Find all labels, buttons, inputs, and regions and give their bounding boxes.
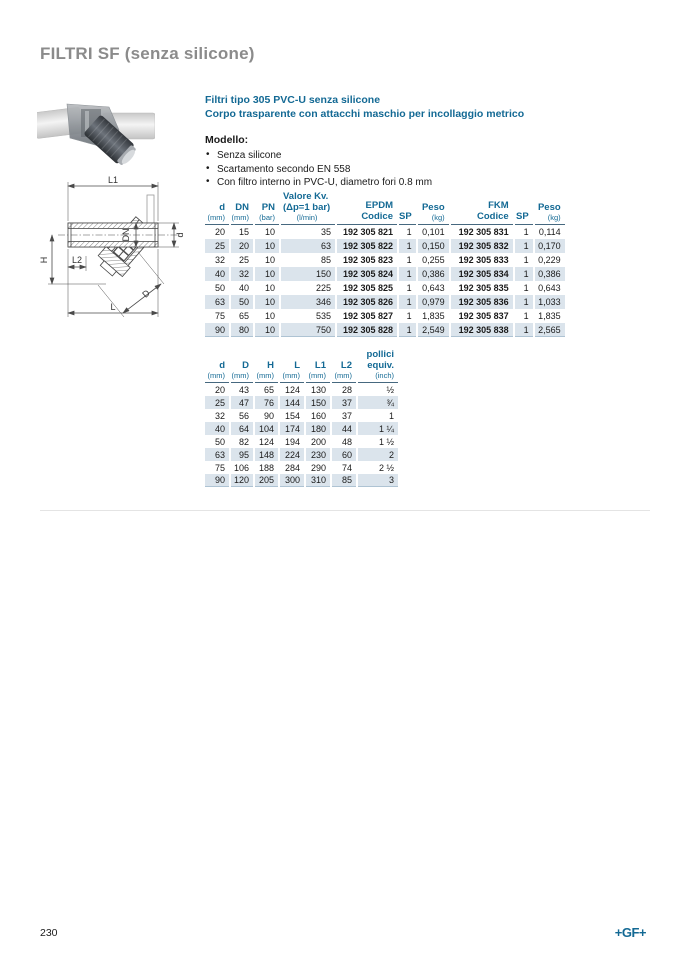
- cell: 1: [523, 227, 529, 237]
- cell: 50: [214, 436, 225, 447]
- cell: 188: [258, 462, 274, 473]
- col-header-L: L (mm): [280, 350, 304, 383]
- cell: 28: [341, 384, 352, 395]
- epdm-code-cell: 192 305 825: [342, 283, 393, 293]
- cell: 750: [281, 323, 335, 337]
- cell: 32: [214, 255, 225, 265]
- cell: 25: [238, 255, 249, 265]
- cell: 1: [523, 311, 529, 321]
- model-bullet: • Con filtro interno in PVC-U, diametro fori 0.8 mm: [205, 176, 655, 190]
- cell: 10: [255, 323, 279, 337]
- cell: 40: [238, 283, 249, 293]
- table-row: [205, 409, 398, 422]
- cell: 224: [280, 448, 304, 461]
- cell: 1: [515, 267, 533, 281]
- table-row: [205, 435, 398, 448]
- col-header-H: H (mm): [255, 350, 278, 383]
- cell: 1: [388, 410, 394, 421]
- kv-header-row: [205, 192, 565, 225]
- cell: 48: [341, 436, 352, 447]
- cell: 44: [332, 422, 356, 435]
- col-header-d: d (mm): [205, 350, 229, 383]
- col-header-pn: PN (bar): [255, 192, 279, 225]
- cell: ½: [386, 384, 394, 395]
- cell: 90: [205, 474, 229, 487]
- epdm-code-cell: 192 305 823: [342, 255, 393, 265]
- dim-label-l: L: [110, 302, 116, 312]
- cell: 90: [205, 323, 229, 337]
- table-row: [205, 323, 565, 337]
- model-bullet: • Senza silicone: [205, 149, 655, 163]
- cell: 124: [258, 436, 274, 447]
- cell: 60: [332, 448, 356, 461]
- dim-label-l1: L1: [107, 175, 119, 185]
- cell: 3: [358, 474, 398, 487]
- cell: 0,979: [418, 295, 449, 309]
- cell: 10: [264, 311, 275, 321]
- cell: 150: [281, 267, 335, 281]
- cell: 56: [238, 410, 249, 421]
- cell: 104: [255, 422, 278, 435]
- cell: 75: [214, 311, 225, 321]
- dim-label-h: H: [40, 256, 49, 264]
- cell: 346: [281, 295, 335, 309]
- cell: 1: [515, 295, 533, 309]
- cell: 2 ½: [378, 462, 394, 473]
- fkm-code-cell: 192 305 832: [451, 239, 513, 253]
- col-header-d: d (mm): [205, 192, 229, 225]
- product-type-line: Filtri tipo 305 PVC-U senza silicone: [205, 94, 381, 106]
- cell: 65: [238, 311, 249, 321]
- cell: 300: [280, 474, 304, 487]
- cell: 1: [399, 239, 416, 253]
- cell: 10: [255, 295, 279, 309]
- col-header-L2: L2 (mm): [332, 350, 356, 383]
- cell: 160: [310, 410, 326, 421]
- cell: 1: [515, 239, 533, 253]
- cell: 1: [515, 323, 533, 337]
- cell: 150: [306, 396, 330, 409]
- col-header-peso-epdm: Peso (kg): [418, 192, 449, 225]
- cell: 144: [280, 396, 304, 409]
- cell: 130: [310, 384, 326, 395]
- dim-label-dn: DN: [121, 228, 131, 242]
- cell: 0,114: [538, 227, 561, 237]
- cell: 0,101: [422, 227, 445, 237]
- cell: 106: [233, 462, 249, 473]
- cell: 1,033: [535, 295, 565, 309]
- fkm-code-cell: 192 305 838: [451, 323, 513, 337]
- table-row: [205, 396, 398, 409]
- cell: 40: [205, 267, 229, 281]
- cell: 180: [306, 422, 330, 435]
- cell: 1: [399, 267, 416, 281]
- cell: 535: [315, 311, 331, 321]
- cell: 1: [406, 255, 412, 265]
- epdm-code-cell: 192 305 828: [337, 323, 397, 337]
- col-header-D: D (mm): [231, 350, 253, 383]
- table-row: [205, 225, 565, 239]
- cell: 1,835: [422, 311, 445, 321]
- epdm-code-cell: 192 305 821: [342, 227, 393, 237]
- cell: 0,386: [535, 267, 565, 281]
- table-row: [205, 461, 398, 474]
- fkm-code-cell: 192 305 836: [451, 295, 513, 309]
- col-header-peso-fkm: Peso (kg): [535, 192, 565, 225]
- table-row: [205, 267, 565, 281]
- col-header-kv: Valore Kv. (Δp=1 bar) (l/min): [281, 192, 335, 225]
- cell: 85: [320, 255, 331, 265]
- table-row: [205, 253, 565, 267]
- dimensions-table: [203, 350, 400, 487]
- col-header-sp-fkm: SP: [515, 192, 533, 225]
- cell: 10: [264, 227, 275, 237]
- cell: 230: [306, 448, 330, 461]
- table-row: [205, 448, 398, 461]
- gf-logo: +GF+: [614, 925, 646, 940]
- cell: 0,643: [538, 283, 561, 293]
- table-row: [205, 281, 565, 295]
- cell: 1: [406, 283, 412, 293]
- dim-label-l2: L2: [71, 255, 83, 265]
- fkm-code-cell: 192 305 831: [458, 227, 509, 237]
- cell: 310: [306, 474, 330, 487]
- cell: 74: [341, 462, 352, 473]
- cell: 148: [255, 448, 278, 461]
- cell: 25: [205, 396, 229, 409]
- cell: 63: [205, 448, 229, 461]
- cell: 2,549: [418, 323, 449, 337]
- epdm-code-cell: 192 305 822: [337, 239, 397, 253]
- technical-drawing: [40, 172, 190, 344]
- table-row: [205, 422, 398, 435]
- cell: 82: [238, 436, 249, 447]
- cell: 1: [523, 283, 529, 293]
- cell: 95: [231, 448, 253, 461]
- col-header-pollici: pollici equiv. (inch): [358, 350, 398, 383]
- product-description-line: Corpo trasparente con attacchi maschio per incollaggio metrico: [205, 108, 525, 120]
- col-header-epdm-code: EPDM Codice: [337, 192, 397, 225]
- cell: 25: [205, 239, 229, 253]
- cell: 154: [284, 410, 300, 421]
- cell: 37: [341, 410, 352, 421]
- model-label: Modello:: [205, 134, 249, 146]
- col-header-L1: L1 (mm): [306, 350, 330, 383]
- cell: 15: [238, 227, 249, 237]
- cell: 10: [264, 283, 275, 293]
- cell: 80: [231, 323, 253, 337]
- cell: 35: [320, 227, 331, 237]
- cell: 2,565: [535, 323, 565, 337]
- cell: 75: [214, 462, 225, 473]
- cell: 50: [214, 283, 225, 293]
- cell: 225: [315, 283, 331, 293]
- cell: 63: [205, 295, 229, 309]
- fkm-code-cell: 192 305 834: [451, 267, 513, 281]
- cell: 1 ½: [378, 436, 394, 447]
- cell: 20: [231, 239, 253, 253]
- cell: 290: [310, 462, 326, 473]
- cell: 85: [332, 474, 356, 487]
- cell: 0,643: [422, 283, 445, 293]
- cell: 2: [358, 448, 398, 461]
- fkm-code-cell: 192 305 833: [458, 255, 509, 265]
- table-row: [205, 383, 398, 396]
- fkm-code-cell: 192 305 835: [458, 283, 509, 293]
- cell: 20: [214, 227, 225, 237]
- cell: 0,386: [418, 267, 449, 281]
- cell: 47: [231, 396, 253, 409]
- cell: 32: [214, 410, 225, 421]
- cell: 200: [310, 436, 326, 447]
- cell: 0,229: [538, 255, 561, 265]
- cell: 120: [231, 474, 253, 487]
- cell: 32: [231, 267, 253, 281]
- cell: 50: [231, 295, 253, 309]
- intro-section: [205, 93, 655, 190]
- cell: 40: [205, 422, 229, 435]
- cell: 205: [255, 474, 278, 487]
- cell: 64: [231, 422, 253, 435]
- col-header-sp-epdm: SP: [399, 192, 416, 225]
- col-header-dn: DN (mm): [231, 192, 253, 225]
- epdm-code-cell: 192 305 826: [337, 295, 397, 309]
- table-row: [205, 239, 565, 253]
- cell: 174: [280, 422, 304, 435]
- cell: 1 ¼: [358, 422, 398, 435]
- cell: ¾: [358, 396, 398, 409]
- col-header-fkm-code: FKM Codice: [451, 192, 513, 225]
- cell: 76: [255, 396, 278, 409]
- cell: 1: [406, 311, 412, 321]
- epdm-code-cell: 192 305 824: [337, 267, 397, 281]
- cell: 1,835: [538, 311, 561, 321]
- kv-codes-table: [203, 192, 567, 337]
- cell: 1: [523, 255, 529, 265]
- table-row: [205, 309, 565, 323]
- cell: 20: [214, 384, 225, 395]
- cell: 1: [406, 227, 412, 237]
- cell: 0,150: [418, 239, 449, 253]
- page-number: 230: [40, 927, 58, 939]
- cell: 10: [264, 255, 275, 265]
- table-row: [205, 295, 565, 309]
- model-bullet: • Scartamento secondo EN 558: [205, 163, 655, 177]
- fkm-code-cell: 192 305 837: [458, 311, 509, 321]
- cell: 43: [238, 384, 249, 395]
- cell: 0,170: [535, 239, 565, 253]
- section-divider: [40, 510, 650, 511]
- product-photo: [37, 92, 155, 172]
- cell: 10: [255, 239, 279, 253]
- dim-label-d-small: d: [175, 232, 185, 238]
- page-title: FILTRI SF (senza silicone): [40, 44, 255, 63]
- cell: 1: [399, 323, 416, 337]
- cell: 65: [263, 384, 274, 395]
- cell: 284: [284, 462, 300, 473]
- epdm-code-cell: 192 305 827: [342, 311, 393, 321]
- table-row: [205, 474, 398, 487]
- cell: 124: [284, 384, 300, 395]
- cell: 63: [281, 239, 335, 253]
- cell: 0,255: [422, 255, 445, 265]
- cell: 194: [284, 436, 300, 447]
- y-filter-photo-illustration: [37, 92, 155, 172]
- cell: 90: [263, 410, 274, 421]
- dimension-drawing: [40, 172, 190, 344]
- cell: 10: [255, 267, 279, 281]
- dim-label-d-big: D: [140, 287, 152, 300]
- dim-header-row: [205, 350, 398, 383]
- cell: 37: [332, 396, 356, 409]
- model-bullet-list: [205, 149, 655, 190]
- cell: 1: [399, 295, 416, 309]
